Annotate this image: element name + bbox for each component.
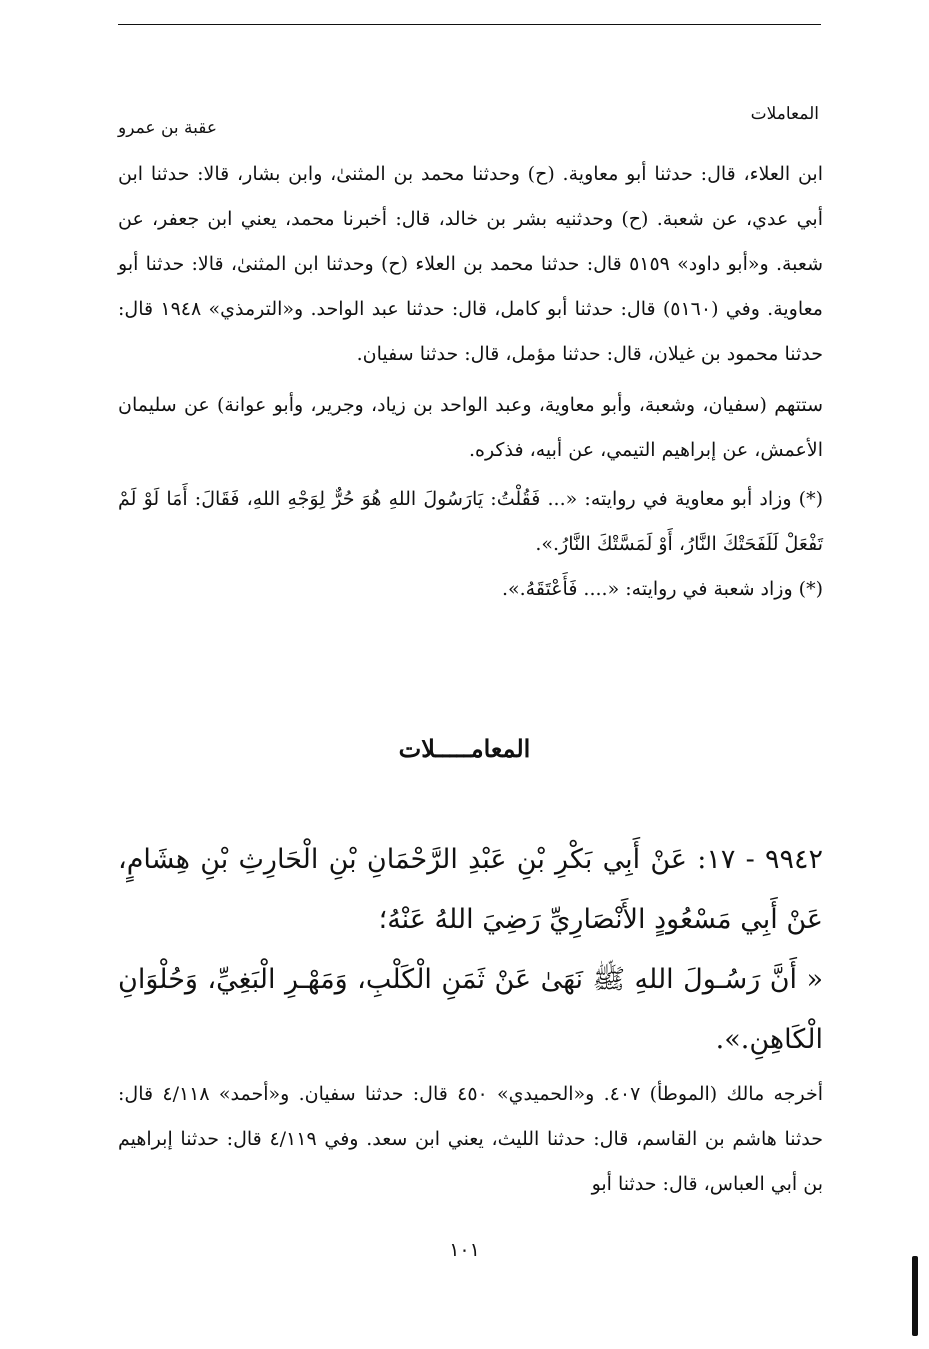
- running-head-rule: [118, 24, 821, 25]
- footnote-abu-muawiya: (*) وزاد أبو معاوية في روايته: «... فَقُلْتُ: يَارَسُولَ اللهِ هُوَ حُرٌّ لِوَجْهِ اللهِ، فَقَالَ: أَمَا لَوْ لَمْ تَفْعَلْ لَلَفَحَتْكَ النَّارُ، أَوْ لَمَسَّتْكَ النَّارُ.».: [118, 488, 823, 555]
- running-head-chapter: المعاملات: [750, 104, 819, 124]
- top-section: [118, 152, 823, 612]
- hadith-isnad: ٩٩٤٢ - ١٧: عَنْ أَبِي بَكْرِ بْنِ عَبْدِ الرَّحْمَانِ بْنِ الْحَارِثِ بْنِ هِشَامٍ، عَنْ أَبِي مَسْعُودٍ الأَنْصَارِيِّ رَضِيَ اللهُ عَنْهُ؛: [118, 844, 823, 935]
- hadith-block: [118, 830, 823, 1070]
- footnote-shuba: (*) وزاد شعبة في روايته: «.... فَأَعْتَقَهُ.».: [501, 578, 823, 600]
- summary-paragraph: ستتهم (سفيان، وشعبة، وأبو معاوية، وعبد الواحد بن زياد، وجرير، وأبو عوانة) عن سليمان الأعمش، عن إبراهيم التيمي، عن أبيه، فذكره.: [118, 394, 823, 461]
- page-number: ١٠١: [449, 1239, 480, 1261]
- takhrij-block: [118, 1072, 823, 1207]
- scan-edge-mark: [912, 1256, 918, 1336]
- chain-paragraph: ابن العلاء، قال: حدثنا أبو معاوية. (ح) وحدثنا محمد بن المثنىٰ، وابن بشار، قالا: حدثنا ابن أبي عدي، عن شعبة. (ح) وحدثنيه بشر بن خالد، قال: أخبرنا محمد، يعني ابن جعفر، عن شعبة. و«أبو داود» ٥١٥٩ قال: حدثنا محمد بن العلاء (ح) وحدثنا ابن المثنىٰ، قالا: حدثنا أبو معاوية. وفي (٥١٦٠) قال: حدثنا أبو كامل، قال: حدثنا عبد الواحد. و«الترمذي» ١٩٤٨ قال: حدثنا محمود بن غيلان، قال: حدثنا مؤمل، قال: حدثنا سفيان.: [118, 163, 823, 365]
- running-head: [118, 104, 819, 144]
- takhrij-paragraph: أخرجه مالك (الموطأ) ٤٠٧. و«الحميدي» ٤٥٠ قال: حدثنا سفيان. و«أحمد» ٤/١١٨ قال: حدثنا هاشم بن القاسم، قال: حدثنا الليث، يعني ابن سعد. وفي ٤/١١٩ قال: حدثنا إبراهيم بن أبي العباس، قال: حدثنا أبو: [118, 1083, 823, 1195]
- running-head-narrator: عقبة بن عمرو: [118, 118, 218, 138]
- hadith-matn: « أَنَّ رَسُـولَ اللهِ ﷺ نَهَىٰ عَنْ ثَمَنِ الْكَلْبِ، وَمَهْـرِ الْبَغِيِّ، وَحُلْوَانِ الْكَاهِنِ.».: [118, 964, 823, 1055]
- section-heading: المعامـــــلات: [398, 734, 531, 763]
